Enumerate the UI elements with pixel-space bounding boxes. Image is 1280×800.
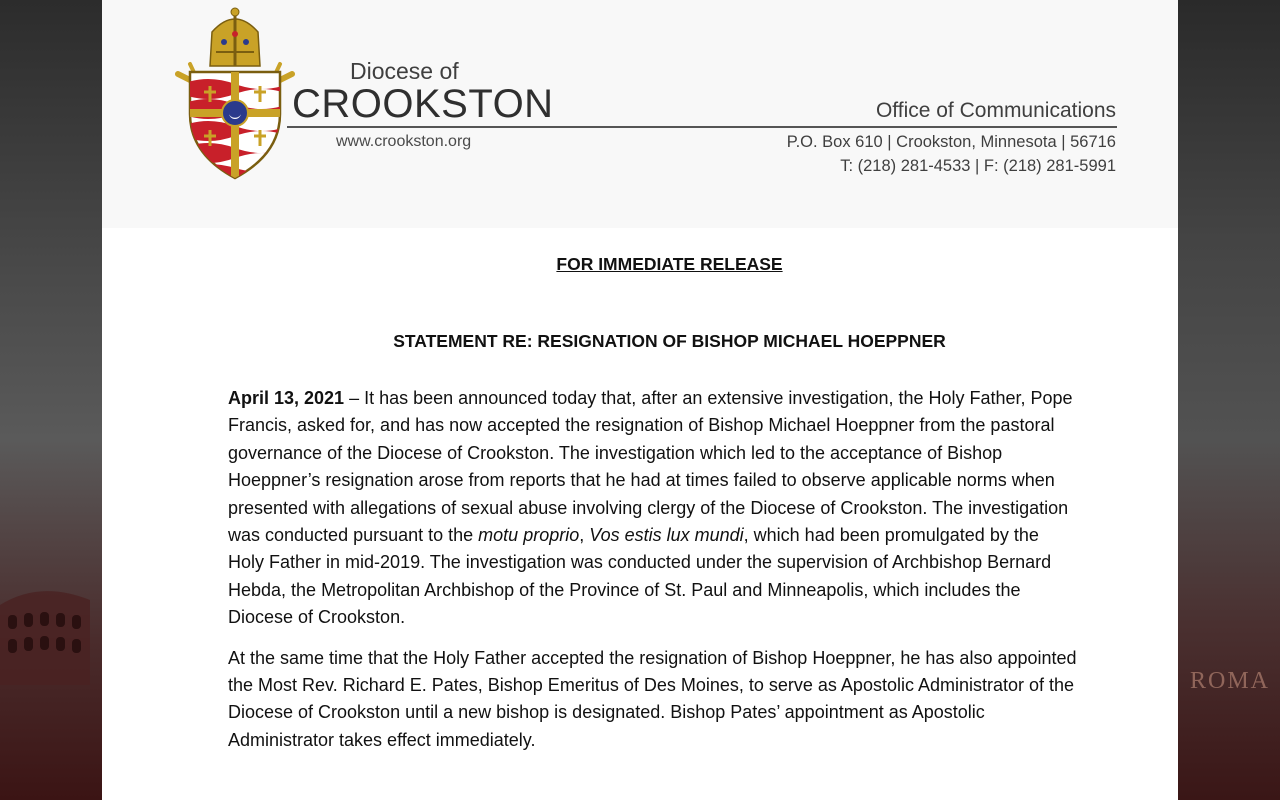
diocesan-coat-of-arms-icon xyxy=(172,4,298,182)
diocese-of-label: Diocese of xyxy=(350,58,459,84)
paragraph-1-comma: , xyxy=(579,525,590,546)
paragraph-1-text-a: – It has been announced today that, after an extensive investigation, the Holy Father, Pope Francis, asked for, and has now accepted the resignation of Bishop Michael Hoeppner from the pastoral governance of the Diocese of Crookston. The investigation which led to the acceptance of Bishop Hoeppner’s resignation arose from reports that he had at times failed to observe applicable norms when presented with allegations of sexual abuse involving clergy of the Diocese of Crookston. The investigation was conducted pursuant to the xyxy=(228,388,1073,546)
office-title: Office of Communications xyxy=(875,99,1116,122)
letterhead-divider xyxy=(287,126,1117,128)
release-label: FOR IMMEDIATE RELEASE xyxy=(556,254,783,274)
paragraph-1-italic-a: motu proprio xyxy=(478,525,580,546)
paragraph-1-text-b: , which had been promulgated by the Holy Father in mid-2019. The investigation was conducted under the supervision of Archbishop Bernard Hebda, the Metropolitan Archbishop of the Province of St. Paul and Minneapolis, which includes the Diocese of Crookston. xyxy=(228,525,1052,628)
phone-fax: T: (218) 281-4533 | F: (218) 281-5991 xyxy=(840,157,1116,175)
mailing-address: P.O. Box 610 | Crookston, Minnesota | 56716 xyxy=(786,133,1116,151)
paragraph-1 xyxy=(228,385,1078,632)
background-roma-text: ROMA xyxy=(1190,668,1271,694)
statement-body xyxy=(228,385,1078,767)
diocese-name: CROOKSTON xyxy=(292,82,554,126)
release-date: April 13, 2021 xyxy=(228,388,345,408)
paragraph-1-italic-b: Vos estis lux mundi xyxy=(589,525,744,546)
website-link[interactable]: www.crookston.org xyxy=(336,133,472,150)
paragraph-2: At the same time that the Holy Father accepted the resignation of Bishop Hoeppner, he has also appointed the Most Rev. Richard E. Pates, Bishop Emeritus of Des Moines, to serve as Apostolic Administrator of the Diocese of Crookston until a new bishop is designated. Bishop Pates’ appointment as Apostolic Administrator takes effect immediately. xyxy=(228,647,1077,750)
coliseum-silhouette-icon xyxy=(0,575,102,685)
press-release-page xyxy=(102,0,1178,800)
letterhead xyxy=(102,0,1178,228)
statement-headline: STATEMENT RE: RESIGNATION OF BISHOP MICHAEL HOEPPNER xyxy=(393,331,946,351)
